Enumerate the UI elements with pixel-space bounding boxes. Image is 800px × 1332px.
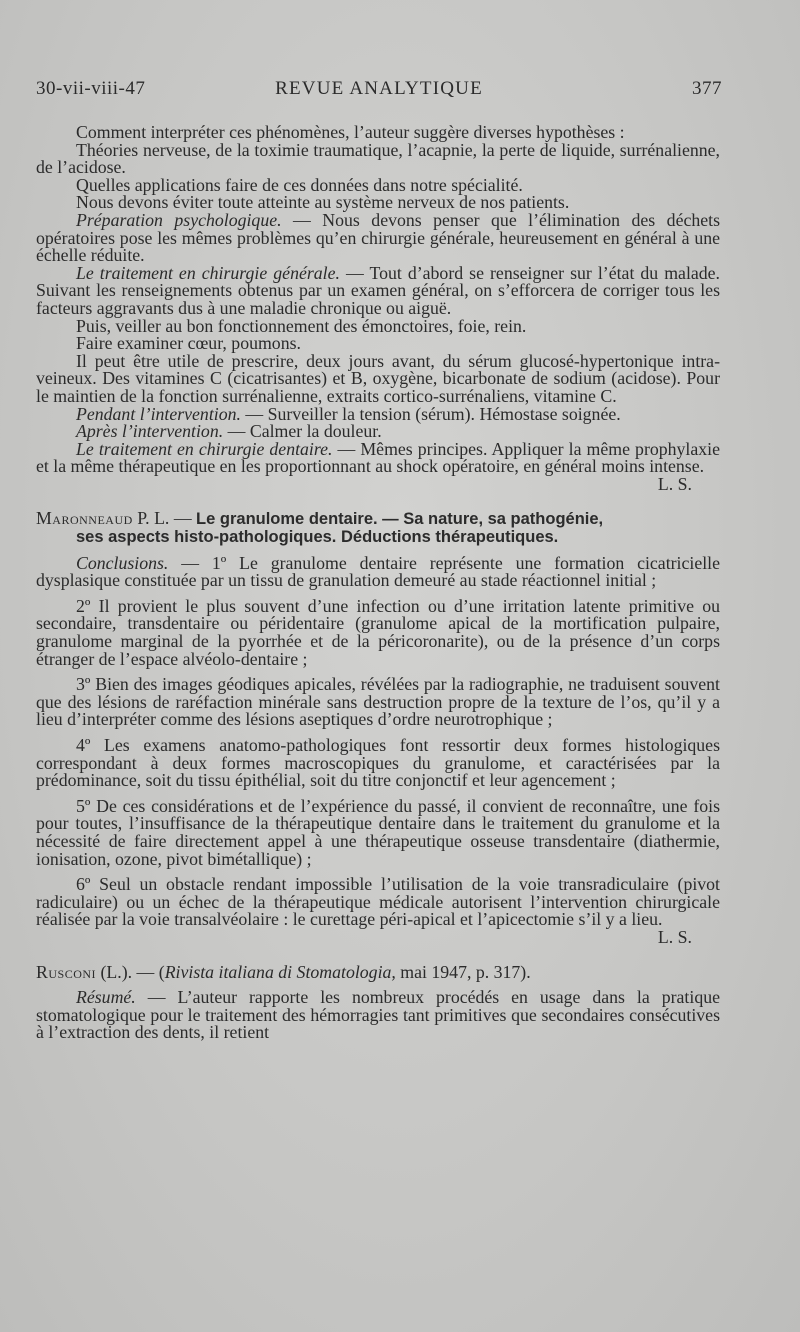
paragraph: 5º De ces considérations et de l’expérience du passé, il convient de reconnaître, une fois pour toutes, l’insuffisance de la thérapeutique dentaire dans le traitement du granulome et la nécessité de faire directement appel à une thérapeutique osseuse transdentaire (diathermie, ionisation, ozone, pivot bimétallique) ;: [36, 795, 720, 869]
paragraph-text: — Mêmes principes. Appliquer la même prophylaxie et la même thérapeutique en les proportionnant au shock opératoire, en général moins intense.: [36, 438, 720, 477]
paragraph-text: — L’auteur rapporte les nombreux procédés en usage dans la pratique stomatologique pour le traitement des hémorragies tant primitives que secondaires consécutives à l’extraction des dents, il retient: [36, 987, 720, 1043]
author-name: Maronneaud: [36, 508, 133, 529]
paragraph: Faire examiner cœur, poumons.: [76, 333, 301, 354]
paragraph-text: — Tout d’abord se renseigner sur l’état du malade. Suivant les renseignements obtenus par un examen général, on s’efforcera de corriger tous les facteurs aggravants dus à une maladie chronique ou aiguë.: [36, 262, 721, 318]
paragraph-text: — Surveiller la tension (sérum). Hémostase soignée.: [240, 403, 621, 424]
paragraph: Nous devons éviter toute atteinte au système nerveux de nos patients.: [76, 192, 570, 213]
section-label: Après l’intervention.: [76, 421, 224, 442]
article-title: Le granulome dentaire. — Sa nature, sa pathogénie,: [196, 510, 604, 529]
journal-reference: mai 1947, p. 317).: [395, 961, 531, 982]
section-label: Préparation psychologique.: [76, 209, 282, 230]
section-label: Résumé.: [76, 987, 136, 1008]
author-name: Rusconi: [36, 961, 97, 982]
paragraph-text: — Calmer la douleur.: [223, 421, 382, 442]
section-label: Le traitement en chirurgie dentaire.: [76, 438, 333, 459]
paragraph: [36, 209, 720, 266]
entry-heading: [36, 961, 720, 982]
paragraph: Théories nerveuse, de la toximie traumatique, l’acapnie, la perte de liquide, surrénalienne, de l’acidose.: [36, 139, 720, 178]
signature: L. S.: [657, 926, 692, 947]
header-date: 30-vii-viii-47: [36, 78, 146, 99]
section-label: Le traitement en chirurgie générale.: [76, 262, 340, 283]
author-initials: P. L. —: [132, 508, 197, 529]
journal-name: Rivista italiana di Stomatologia,: [164, 961, 396, 982]
header-page-number: 377: [692, 78, 722, 99]
signature: L. S.: [657, 473, 692, 494]
paragraph: [36, 438, 720, 494]
entry-heading: [36, 510, 720, 546]
paragraph: Puis, veiller au bon fonctionnement des émonctoires, foie, rein.: [76, 315, 527, 336]
article-title-continued: ses aspects histo-pathologiques. Déductions thérapeutiques.: [76, 528, 559, 547]
header-title: REVUE ANALYTIQUE: [275, 78, 483, 99]
section-label: Conclusions.: [76, 552, 169, 573]
paragraph: 4º Les examens anatomo-pathologiques font ressortir deux formes histologiques correspondant à deux formes macroscopiques du granulome, et caractérisées par la prédominance, soit du tissu épithélial, soit du titre conjonctif et leur agencement ;: [36, 735, 720, 791]
paragraph: Comment interpréter ces phénomènes, l’auteur suggère diverses hypothèses :: [76, 122, 625, 142]
paragraph: [36, 989, 720, 1042]
paragraph: 2º Il provient le plus souvent d’une infection ou d’une irritation latente primitive ou secondaire, transdentaire ou péridentaire (granulome apical de la mortification pulpaire, granulome marginal de la pyorrhée et de la péricoronarite), ou de la présence d’un corps étranger de l’espace alvéolo-dentaire ;: [36, 595, 720, 669]
section-label: Pendant l’intervention.: [76, 403, 241, 424]
page-body: [36, 124, 720, 1042]
paragraph: Quelles applications faire de ces données dans notre spécialité.: [76, 174, 523, 195]
paragraph: 3º Bien des images géodiques apicales, révélées par la radiographie, ne traduisent souvent que des lésions de raréfaction minérale sans destruction propre de la texture de l’os, qu’il y a lieu d’interpréter comme des lésions aseptiques d’ordre neurotrophique ;: [36, 674, 720, 730]
paragraph: [36, 262, 721, 318]
paragraph-text: — 1º Le granulome dentaire représente une formation cicatricielle dysplasique constituée par un tissu de granulation demeuré au stade réactionnel initial ;: [36, 552, 720, 591]
paragraph-text: 6º Seul un obstacle rendant impossible l’utilisation de la voie transradiculaire (pivot radiculaire) ou un échec de la thérapeutique médicale autorisent l’intervention chirurgicale réalisée par la voie transalvéolaire : le curettage péri-apical et l’apicectomie s’il y a lieu.: [36, 874, 720, 930]
paragraph: [36, 552, 720, 591]
paragraph: Il peut être utile de prescrire, deux jours avant, du sérum glucosé-hypertonique intra-veineux. Des vitamines C (cicatrisantes) et B, oxygène, bicarbonate de sodium (acidose). Pour le maintien de la fonction surrénalienne, extraits cortico-surrénaliens, vitamine C.: [36, 350, 720, 406]
paragraph-text: — Nous devons penser que l’élimination des déchets opératoires pose les mêmes problèmes qu’en chirurgie générale, heureusement en général à une échelle réduite.: [36, 209, 720, 266]
paragraph: [36, 876, 720, 946]
author-initials: (L.). — (: [96, 961, 165, 982]
